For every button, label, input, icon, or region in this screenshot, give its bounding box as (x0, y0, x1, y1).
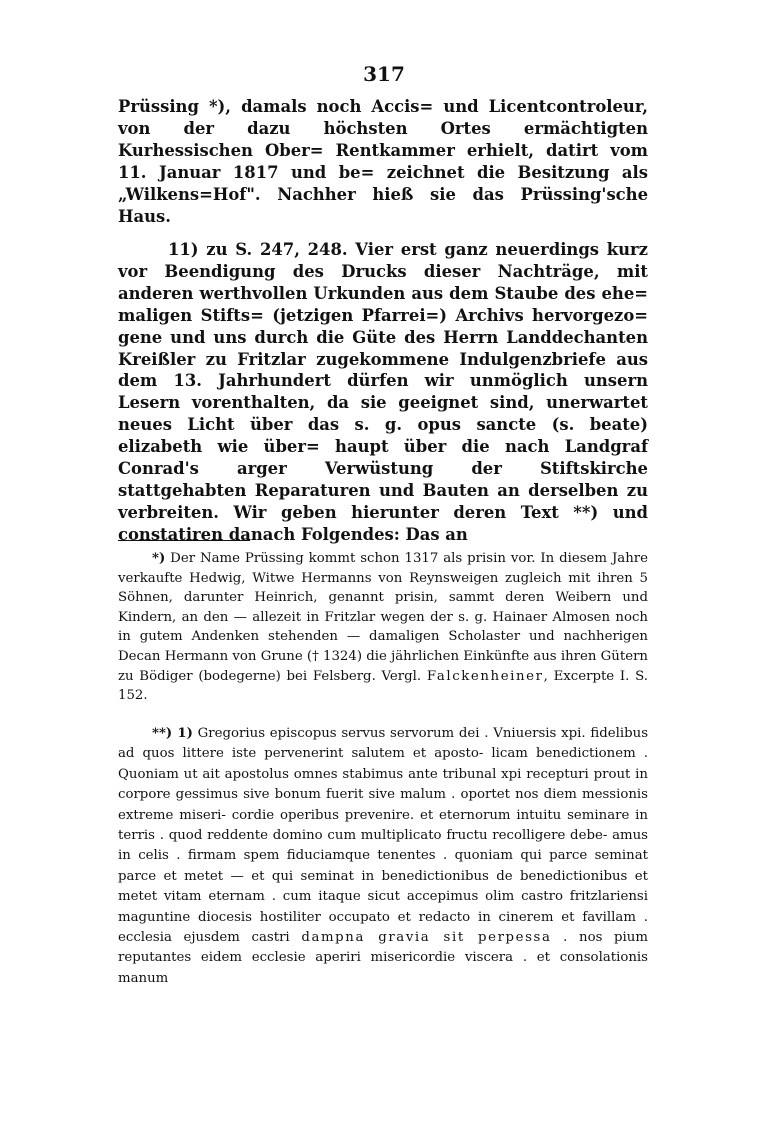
footnote-separator (118, 540, 250, 541)
page-number: 317 (363, 62, 405, 86)
footnote-text: Der Name Prüssing kommt schon 1317 als prisin vor. In diesem Jahre verkaufte Hedwig, Witwe Hermanns von Reynsweigen zugleich mit ihren 5 Söhnen, darunter Heinrich, genannt prisin, sammt deren Weibern und Kindern, an den — allezeit in Fritzlar wegen der s. g. Hainaer Almosen noch in gutem Andenken stehenden — damaligen Scholaster und nachherigen Decan Hermann von Grune († 1324) die jährlichen Einkünfte aus ihren Gütern zu Bödiger (bodegerne) bei Felsberg. Vergl. (118, 551, 648, 684)
footnote-spaced-phrase: dampna gravia sit perpessa (301, 930, 552, 946)
paragraph-continuation: Prüssing *), damals noch Accis= und Licentcontroleur, von der dazu höchsten Ortes ermächtigten Kurhessischen Ober= Rentkammer erhielt, datirt vom 11. Januar 1817 und be= zeichnet die Besitzung als „Wilkens=Hof". Nachher hieß sie das Prüssing'sche Haus. (118, 97, 648, 226)
footnote-text-end: . nos pium reputantes eidem ecclesie aperiri misericordie viscera . et consolationis manum (118, 930, 648, 986)
footnote-text-end: , Excerpte I. S. 152. (118, 668, 648, 704)
paragraph-note-11: 11) zu S. 247, 248. Vier erst ganz neuerdings kurz vor Beendigung des Drucks dieser Nachträge, mit anderen werthvollen Urkunden aus dem Staube des ehe= maligen Stifts= (jetzigen Pfarrei=) Archivs hervorgezo= gene und uns durch die Güte des Herrn Landdechanten Kreißler zu Fritzlar zugekommene Indulgenzbriefe aus dem 13. Jahrhundert dürfen wir unmöglich unsern Lesern vorenthalten, da sie geeignet sind, unerwartet neues Licht über das s. g. opus sancte (s. beate) elizabeth wie über= haupt über die nach Landgraf Conrad's arger Verwüstung der Stiftskirche stattgehabten Reparaturen und Bauten an derselben zu verbreiten. Wir geben hierunter deren Text **) und constatiren danach Folgendes: Das an (118, 240, 648, 544)
footnote-marker: **) 1) (152, 726, 193, 741)
footnote-text: Gregorius episcopus servus servorum dei . Vniuersis xpi. fidelibus ad quos littere iste pervenerint salutem et aposto- licam benedictionem . Quoniam ut ait apostolus omnes stabimus ante tribunal xpi recepturi prout in corpore gessimus sive bonum fuerit sive malum . oportet nos diem messionis extreme miseri- cordie operibus prevenire. et eternorum intuitu seminare in terris . quod reddente domino cum multiplicato fructu recolligere debe- amus in celis . firmam spem fiduciamque tenentes . quoniam qui parce seminat parce et metet — et qui seminat in benedictionibus de benedictionibus et metet vitam eternam . cum itaque sicut accepimus olim castro fritzlariensi maguntine diocesis hostiliter occupato et redacto in cinerem et favillam . ecclesia ejusdem castri (118, 726, 649, 946)
footnote-marker: *) (152, 551, 166, 566)
footnote-1 (118, 549, 648, 706)
footnote-spaced-name: Falckenheiner (426, 668, 544, 684)
footnote-2 (118, 724, 648, 989)
